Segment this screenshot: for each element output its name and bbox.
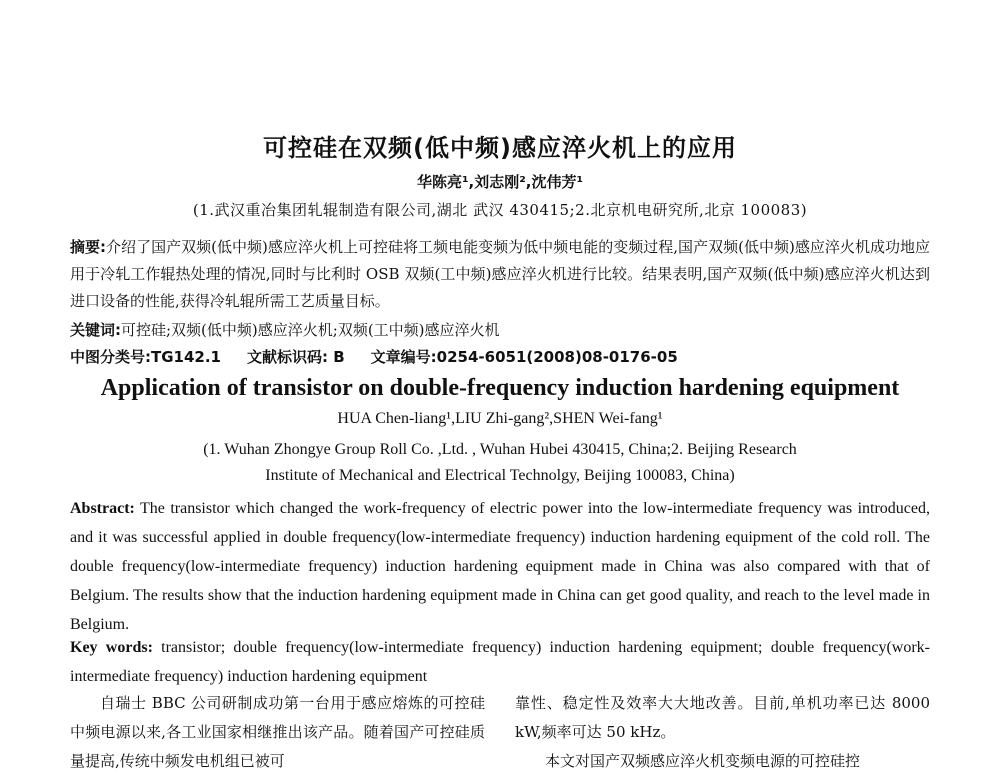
- body-right-paragraph-2: 本文对国产双频感应淬火机变频电源的可控硅控: [545, 752, 861, 770]
- chinese-title: 可控硅在双频(低中频)感应淬火机上的应用: [263, 134, 737, 162]
- chinese-abstract-text: 介绍了国产双频(低中频)感应淬火机上可控硅将工频电能变频为低中频电能的变频过程,国产双频(低中频)感应淬火机成功地应用于冷轧工作辊热处理的情况,同时与比利时 OSB 双频(工中频)感应淬火机进行比较。结果表明,国产双频(低中频)感应淬火机达到进口设备的性能,获得冷轧辊所需工艺质量目标。: [70, 238, 930, 310]
- body-left-column: 自瑞士 BBC 公司研制成功第一台用于感应熔炼的可控硅中频电源以来,各工业国家相继推出该产品。随着国产可控硅质量提高,传统中频发电机组已被可: [70, 694, 485, 770]
- english-keywords-label: Key words:: [70, 639, 153, 656]
- english-abstract: [70, 494, 930, 639]
- class-number: 中图分类号:TG142.1: [70, 348, 221, 366]
- chinese-authors: 华陈亮¹,刘志刚²,沈伟芳¹: [416, 173, 584, 191]
- chinese-keywords: [70, 319, 930, 341]
- body-right-column: [515, 689, 930, 776]
- english-abstract-text: The transistor which changed the work-frequency of electric power into the low-intermediate frequency was introduced, and it was successful applied in double frequency(low-intermediate frequency) induction hardening equipment of the cold roll. The double frequency(low-intermediate frequency) induction hardening equipment made in China was also compared with that of Belgium. The results show that the induction hardening equipment made in China can get good quality, and reach to the level made in Belgium.: [70, 500, 930, 633]
- classification-line: [70, 346, 930, 368]
- english-authors: HUA Chen-liang¹,LIU Zhi-gang²,SHEN Wei-fang¹: [337, 410, 663, 427]
- chinese-abstract-label: 摘要:: [70, 238, 107, 256]
- article-number: 文章编号:0254-6051(2008)08-0176-05: [370, 348, 678, 366]
- body-right-paragraph-1: 靠性、稳定性及效率大大地改善。目前,单机功率已达 8000 kW,频率可达 50 kHz。: [515, 694, 930, 741]
- english-affiliation-line1: (1. Wuhan Zhongye Group Roll Co. ,Ltd. , Wuhan Hubei 430415, China;2. Beijing Research: [203, 441, 797, 458]
- english-keywords-text: transistor; double frequency(low-intermediate frequency) induction hardening equipment; double frequency(work-intermediate frequency) induction hardening equipment: [70, 639, 930, 685]
- english-affiliation-line2: Institute of Mechanical and Electrical Technolgy, Beijing 100083, China): [265, 467, 735, 484]
- english-abstract-label: Abstract:: [70, 500, 135, 517]
- chinese-abstract: [70, 234, 930, 315]
- chinese-affiliation: (1.武汉重冶集团轧辊制造有限公司,湖北 武汉 430415;2.北京机电研究所,北京 100083): [192, 201, 808, 219]
- document-code: 文献标识码: B: [247, 348, 345, 366]
- chinese-keywords-label: 关键词:: [70, 321, 121, 339]
- chinese-keywords-text: 可控硅;双频(低中频)感应淬火机;双频(工中频)感应淬火机: [121, 321, 500, 339]
- english-title: Application of transistor on double-frequency induction hardening equipment: [100, 375, 900, 401]
- english-affiliation: [0, 437, 1000, 489]
- english-keywords: [70, 633, 930, 691]
